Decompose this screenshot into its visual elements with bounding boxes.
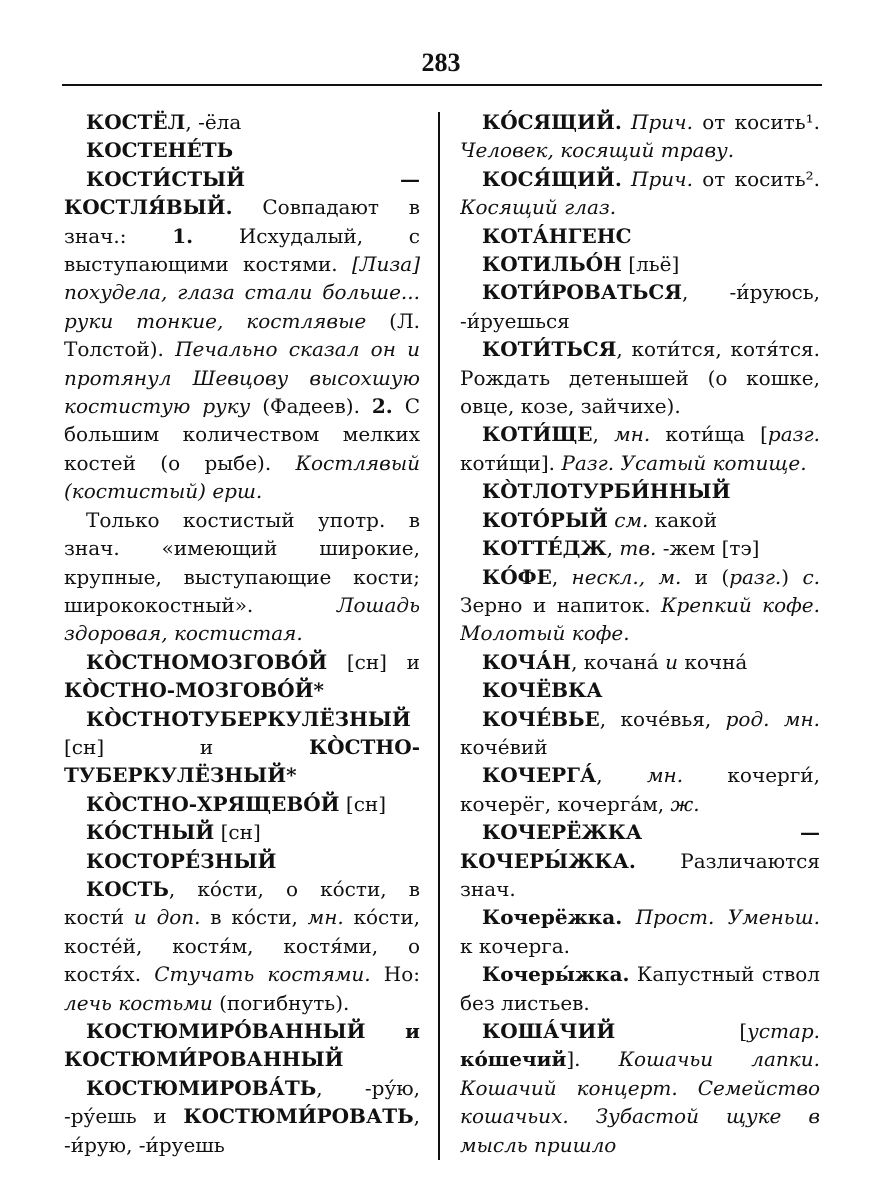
entry-headword: КОЧЕРЁЖКА — КОЧЕРЫ́ЖКА. (460, 820, 820, 873)
entry-italic-text: Костлявый (костистый) ерш. (64, 450, 420, 504)
entry-text: [сн] и (64, 734, 309, 759)
entry-text: Но: (370, 962, 420, 987)
dictionary-entry (460, 648, 820, 676)
entry-headword: КОТТЕ́ДЖ (482, 536, 607, 561)
entry-headword: КО́СЯЩИЙ. (482, 110, 622, 134)
entry-headword: КО̀СТНО-МОЗГОВО́Й* (64, 678, 324, 703)
entry-headword: ко́шечий (460, 1047, 567, 1072)
dictionary-entry (64, 108, 420, 136)
entry-italic-text: с. (802, 564, 820, 589)
entry-text: [сн] (214, 820, 261, 845)
entry-headword: КО̀ТЛОТУРБИ́ННЫЙ (482, 479, 731, 504)
entry-text: ко́сти, косте́й, костя́м, костя́ми, о костя́х. (64, 905, 420, 987)
entry-headword: Кочерёжка. (482, 905, 623, 930)
header-rule (62, 84, 822, 86)
dictionary-entry (460, 761, 820, 818)
entry-text: , коче́вья, (599, 706, 726, 731)
dictionary-entry (460, 165, 820, 222)
entry-headword: КО̀СТНОМОЗГОВО́Й (86, 649, 328, 674)
entry-italic-text: и доп. (133, 905, 201, 930)
dictionary-entry (460, 335, 820, 420)
entry-headword: КОСТИ́СТЫЙ — КОСТЛЯ́ВЫЙ. (64, 166, 420, 220)
dictionary-entry (460, 903, 820, 960)
dictionary-entry (460, 250, 820, 278)
entry-text: , ко́сти, о ко́сти, в кости́ (64, 876, 420, 930)
entry-headword: КОТА́НГЕНС (482, 223, 632, 248)
dictionary-entry (64, 790, 420, 818)
entry-text (622, 905, 635, 929)
dictionary-entry (460, 534, 820, 562)
page-number: 283 (421, 48, 461, 77)
entry-italic-text: Кошачьи лапки. Кошачий концерт. Семейство кошачьих. Зубастой щуке в мысль пришло (460, 1047, 820, 1157)
entry-text: Различаются знач. (460, 848, 820, 901)
dictionary-entry (460, 1017, 820, 1159)
entry-italic-text: мн. (646, 763, 684, 788)
right-column (460, 108, 820, 1159)
entry-headword: КОЧА́Н (482, 649, 572, 674)
entry-text: , кочана́ (571, 649, 666, 674)
entry-italic-text: мн. (614, 422, 651, 447)
dictionary-entry (460, 222, 820, 250)
entry-italic-text: разг. (767, 422, 820, 447)
dictionary-entry (64, 1074, 420, 1159)
entry-text: какой (648, 507, 718, 532)
entry-text: от косить². (692, 166, 820, 191)
column-divider (438, 112, 440, 1160)
entry-text: коти́ща [ (650, 422, 768, 447)
entry-headword: КОСТЕНЕ́ТЬ (86, 138, 234, 163)
entry-text: , -и́рую, -и́руешь (64, 1104, 420, 1157)
entry-text: коти́щи]. (460, 450, 562, 475)
dictionary-entry (64, 136, 420, 164)
dictionary-entry (460, 676, 820, 704)
entry-text: (погибнуть). (212, 990, 350, 1015)
entry-text: Капустный ствол без листьев. (460, 962, 820, 1015)
entry-italic-text: Прич. (631, 110, 693, 134)
entry-italic-text: [Лиза] похудела, глаза стали больше... руки тонкие, костлявые (64, 252, 420, 333)
entry-text: , -ру́ю, -ру́ешь и (64, 1075, 420, 1129)
entry-headword: 2. (371, 394, 393, 419)
entry-headword: Кочеры́жка. (482, 962, 630, 987)
entry-text: -жем [тэ] (656, 536, 760, 561)
entry-italic-text: лечь костьми (64, 990, 213, 1015)
entry-italic-text: род. мн. (725, 706, 820, 731)
entry-text (622, 167, 631, 191)
entry-text: , -ёла (185, 110, 242, 134)
dictionary-entry (460, 108, 820, 165)
entry-headword: КО̀СТНО-ХРЯЩЕВО́Й (86, 791, 340, 816)
dictionary-entry (64, 506, 420, 648)
dictionary-entry (64, 875, 420, 1017)
entry-text: [сн] (339, 791, 387, 816)
entry-italic-text: нескл., м. (571, 564, 682, 589)
entry-italic-text: Человек, косящий траву. (460, 138, 735, 163)
entry-text: [льё] (621, 252, 680, 277)
dictionary-entry (460, 420, 820, 477)
entry-headword: КОЧЕРГА́ (482, 763, 597, 788)
entry-italic-text: Лошадь здоровая, костистая. (64, 592, 420, 646)
entry-italic-text: Косящий глаз. (460, 195, 617, 220)
dictionary-entry (64, 818, 420, 846)
entry-headword: 1. (172, 223, 194, 248)
dictionary-entry (460, 506, 820, 534)
entry-headword: КОТО́РЫЙ (482, 507, 608, 532)
entry-text: , (606, 536, 620, 561)
dictionary-entry (64, 847, 420, 875)
entry-headword: КОТИ́РОВАТЬСЯ (482, 280, 682, 305)
entry-italic-text: мн. (307, 905, 344, 930)
entry-headword: КО̀СТНОТУБЕРКУЛЁЗНЫЙ (86, 706, 411, 731)
entry-text: коче́вий (460, 734, 548, 759)
dictionary-entry (460, 705, 820, 762)
entry-italic-text: ж. (670, 791, 700, 816)
entry-headword: КОТИЛЬО́Н (482, 252, 622, 277)
dictionary-entry (460, 563, 820, 648)
entry-text: и ( (681, 564, 730, 589)
entry-text: (Фадеев). (250, 394, 372, 419)
entry-headword: КОСТЮМИРО́ВАННЫЙ и КОСТЮМИ́РОВАННЫЙ (64, 1019, 420, 1072)
entry-headword: КОСТЮМИРОВА́ТЬ (86, 1075, 317, 1100)
entry-text: С большим количеством мелких костей (о рыбе). (64, 394, 420, 475)
entry-italic-text: и (665, 649, 678, 674)
dictionary-entry (460, 818, 820, 903)
entry-headword: КОСЯ́ЩИЙ. (482, 166, 622, 191)
entry-text: , коти́тся, котя́тся. Рождать детенышей (о кошке, овце, козе, зайчихе). (460, 337, 820, 419)
entry-text: [сн] и (327, 649, 420, 674)
entry-italic-text: Крепкий кофе. Молотый кофе. (460, 592, 820, 646)
entry-text: к кочерга. (460, 933, 571, 958)
dictionary-entry (460, 960, 820, 1017)
entry-headword: КОЧЁВКА (482, 678, 603, 703)
entry-headword: КО́ФЕ (482, 564, 552, 589)
entry-headword: КОТИ́ЩЕ (482, 422, 593, 447)
entry-text: кочерги́, кочерёг, кочерга́м, (460, 763, 820, 816)
dictionary-entry (64, 705, 420, 790)
entry-text: [ (615, 1019, 748, 1043)
entry-headword: КОСТЬ (86, 876, 169, 901)
dictionary-entry (460, 278, 820, 335)
entry-headword: КОСТЮМИ́РОВАТЬ (183, 1104, 414, 1129)
dictionary-entry (64, 165, 420, 506)
entry-text: ) (781, 564, 803, 589)
entry-text: , (592, 422, 615, 447)
entry-italic-text: Прич. (631, 166, 693, 191)
entry-italic-text: Печально сказал он и протянул Шевцову высохшую костистую руку (64, 337, 420, 419)
entry-text: ]. (566, 1047, 619, 1072)
entry-headword: КОТИ́ТЬСЯ (482, 337, 617, 362)
dictionary-entry (64, 1017, 420, 1074)
entry-italic-text: Стучать костями. (154, 962, 371, 987)
entry-text: , -и́руюсь, -и́руешься (460, 280, 820, 333)
entry-italic-text: тв. (619, 536, 657, 561)
entry-italic-text: Прост. Уменьш. (635, 905, 820, 930)
entry-text: Совпадают в знач.: (64, 195, 420, 248)
entry-text: от косить¹. (692, 110, 820, 134)
entry-text: , (596, 763, 647, 788)
entry-text: (Л. Толстой). (64, 308, 420, 362)
entry-text: кочна́ (677, 649, 748, 674)
dictionary-entry (64, 648, 420, 705)
entry-text: Исхудалый, с выступающими костями. (64, 223, 420, 277)
entry-text: в ко́сти, (200, 905, 308, 930)
entry-text: Зерно и напиток. (460, 592, 662, 617)
entry-text: , (551, 564, 572, 589)
entry-text: Только костистый употр. в знач. «имеющий широкие, крупные, выступающие кости; ширококостный». (64, 507, 420, 617)
entry-headword: КОСТОРЕ́ЗНЫЙ (86, 848, 277, 873)
left-column (64, 108, 420, 1159)
entry-italic-text: Разг. Усатый котище. (561, 450, 807, 475)
entry-headword: КОСТЁЛ (86, 110, 186, 134)
entry-headword: КО̀СТНО-ТУБЕРКУЛЁЗНЫЙ* (64, 734, 420, 788)
entry-text (622, 110, 631, 134)
entry-headword: КОША́ЧИЙ (482, 1019, 616, 1043)
entry-headword: КОЧЕ́ВЬЕ (482, 706, 600, 731)
entry-italic-text: см. (614, 507, 649, 532)
entry-italic-text: устар. (747, 1019, 820, 1043)
dictionary-entry (460, 477, 820, 505)
entry-italic-text: разг. (729, 564, 782, 589)
entry-headword: КО́СТНЫЙ (86, 820, 215, 845)
